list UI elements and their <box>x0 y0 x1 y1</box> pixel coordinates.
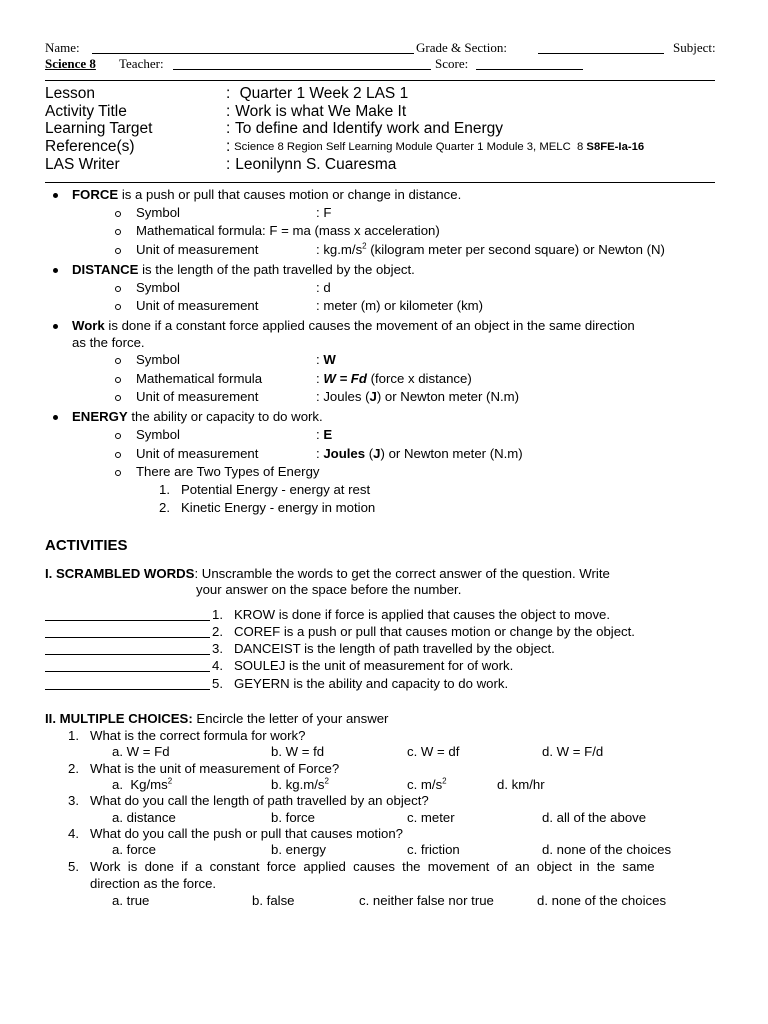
learning-target-value: To define and Identify work and Energy <box>231 120 503 137</box>
scrambled-item: DANCEIST is the length of path travelled by the object. <box>234 641 555 656</box>
work-formula-label: Mathematical formula <box>136 371 263 386</box>
choice-b[interactable]: b. $kg.m/s^2$ <box>271 776 329 792</box>
item-number: 5. <box>212 676 223 691</box>
las-writer-label: LAS Writer <box>45 156 120 173</box>
choice-b[interactable]: b. false <box>252 893 295 908</box>
teacher-blank[interactable] <box>173 69 431 70</box>
work-formula-value: : W = Fd (force x distance) <box>316 371 472 386</box>
bullet <box>53 324 58 329</box>
force-unit-value: : $kg.m/s^2$ (kilogram meter per second square) or Newton (N) <box>316 241 665 257</box>
subject-value: Science 8 <box>45 56 96 71</box>
item-number: 2. <box>212 624 223 639</box>
activity-title-sep: : <box>226 103 231 120</box>
question-number: 4. <box>68 826 79 841</box>
choice-d[interactable]: d. km/hr <box>497 777 545 792</box>
lesson-rule <box>45 182 715 183</box>
answer-blank[interactable] <box>45 654 210 655</box>
question-text: What do you call the push or pull that causes motion? <box>90 826 404 841</box>
work-definition: Work is done if a constant force applied causes the movement of an object in the same direction <box>72 318 635 333</box>
question-text: What is the unit of measurement of Force? <box>90 761 340 776</box>
force-unit-label: Unit of measurement <box>136 242 259 257</box>
question-number: 1. <box>68 728 79 743</box>
energy-symbol-label: Symbol <box>136 427 180 442</box>
distance-symbol-value: : d <box>316 280 331 295</box>
sub-bullet <box>115 470 121 476</box>
activity-title-label: Activity Title <box>45 103 127 120</box>
scrambled-item: KROW is done if force is applied that causes the object to move. <box>234 607 611 622</box>
choice-c[interactable]: c. friction <box>407 842 460 857</box>
activity-title-value: Work is what We Make It <box>231 103 407 120</box>
work-unit-label: Unit of measurement <box>136 389 259 404</box>
sub-bullet <box>115 304 121 310</box>
bullet <box>53 268 58 273</box>
sub-bullet <box>115 377 121 383</box>
distance-definition: DISTANCE is the length of the path travelled by the object. <box>72 262 415 277</box>
force-symbol-label: Symbol <box>136 205 180 220</box>
name-label: Name: <box>45 40 80 55</box>
question-number: 3. <box>68 793 79 808</box>
las-writer-sep: : <box>226 156 231 173</box>
choice-c[interactable]: c. neither false nor true <box>359 893 494 908</box>
lesson-label: Lesson <box>45 85 95 102</box>
learning-target-label: Learning Target <box>45 120 153 137</box>
sub-bullet <box>115 229 121 235</box>
question-text: What do you call the length of path travelled by an object? <box>90 793 429 808</box>
multiple-choice-instructions: II. MULTIPLE CHOICES: Encircle the letter of your answer <box>45 711 389 726</box>
force-symbol-value: : F <box>316 205 332 220</box>
energy-unit-value: : Joules (J) or Newton meter (N.m) <box>316 446 523 461</box>
choice-d[interactable]: d. all of the above <box>542 810 647 825</box>
energy-type-potential: Potential Energy - energy at rest <box>181 482 371 497</box>
bullet <box>53 415 58 420</box>
energy-type-num: 1. <box>159 482 170 497</box>
force-definition: FORCE is a push or pull that causes motion or change in distance. <box>72 187 462 202</box>
item-number: 3. <box>212 641 223 656</box>
work-symbol-label: Symbol <box>136 352 180 367</box>
energy-types-intro: There are Two Types of Energy <box>136 464 320 479</box>
score-blank[interactable] <box>476 69 583 70</box>
score-label: Score: <box>435 56 469 71</box>
choice-c[interactable]: c. $m/s^2$ <box>407 776 447 792</box>
lesson-value: Quarter 1 Week 2 LAS 1 <box>231 85 409 102</box>
sub-bullet <box>115 395 121 401</box>
las-writer-value: Leonilynn S. Cuaresma <box>231 156 397 173</box>
sub-bullet <box>115 433 121 439</box>
question-number: 2. <box>68 761 79 776</box>
lesson-sep: : <box>226 85 231 102</box>
sub-bullet <box>115 248 121 254</box>
choice-a[interactable]: a. force <box>112 842 156 857</box>
choice-c[interactable]: c. W = df <box>407 744 460 759</box>
question-text-cont: direction as the force. <box>90 876 217 891</box>
energy-symbol-value: : E <box>316 427 333 442</box>
force-formula: Mathematical formula: F = ma (mass x acceleration) <box>136 223 440 238</box>
sub-bullet <box>115 211 121 217</box>
scrambled-words-instructions: I. SCRAMBLED WORDS: Unscramble the words to get the correct answer of the question. Write <box>45 566 610 581</box>
energy-unit-label: Unit of measurement <box>136 446 259 461</box>
distance-symbol-label: Symbol <box>136 280 180 295</box>
activities-heading: ACTIVITIES <box>45 537 128 554</box>
choice-d[interactable]: d. W = F/d <box>542 744 604 759</box>
choice-b[interactable]: b. energy <box>271 842 326 857</box>
item-number: 1. <box>212 607 223 622</box>
energy-type-num: 2. <box>159 500 170 515</box>
work-unit-value: : Joules (J) or Newton meter (N.m) <box>316 389 520 404</box>
scrambled-item: SOULEJ is the unit of measurement for of work. <box>234 658 514 673</box>
question-number: 5. <box>68 859 79 874</box>
grade-section-label: Grade & Section: <box>416 40 507 55</box>
choice-a[interactable]: a. W = Fd <box>112 744 170 759</box>
choice-a[interactable]: a. $Kg/ms^2$ <box>112 776 173 792</box>
references-value: Science 8 Region Self Learning Module Quarter 1 Module 3, MELC 8 S8FE-Ia-16 <box>231 141 645 153</box>
sub-bullet <box>115 358 121 364</box>
references-label: Reference(s) <box>45 138 135 155</box>
distance-unit-value: : meter (m) or kilometer (km) <box>316 298 484 313</box>
subject-label: Subject: <box>673 40 716 55</box>
choice-a[interactable]: a. true <box>112 893 150 908</box>
sub-bullet <box>115 286 121 292</box>
answer-blank[interactable] <box>45 689 210 690</box>
sub-bullet <box>115 452 121 458</box>
bullet <box>53 193 58 198</box>
name-blank[interactable] <box>92 53 414 54</box>
energy-type-kinetic: Kinetic Energy - energy in motion <box>181 500 376 515</box>
learning-target-sep: : <box>226 120 231 137</box>
choice-d[interactable]: d. none of the choices <box>542 842 672 857</box>
scrambled-words-instructions-cont: your answer on the space before the number. <box>196 582 462 597</box>
choice-b[interactable]: b. W = fd <box>271 744 325 759</box>
work-definition-cont: as the force. <box>72 335 145 350</box>
top-rule <box>45 80 715 81</box>
question-text: Work is done if a constant force applied causes the movement of an object in the same <box>90 859 655 874</box>
teacher-label: Teacher: <box>119 56 164 71</box>
question-text: What is the correct formula for work? <box>90 728 306 743</box>
grade-section-blank[interactable] <box>538 53 664 54</box>
choice-a[interactable]: a. distance <box>112 810 176 825</box>
distance-unit-label: Unit of measurement <box>136 298 259 313</box>
item-number: 4. <box>212 658 223 673</box>
references-sep: : <box>226 138 231 155</box>
scrambled-item: GEYERN is the ability and capacity to do work. <box>234 676 509 691</box>
scrambled-item: COREF is a push or pull that causes motion or change by the object. <box>234 624 635 639</box>
choice-b[interactable]: b. force <box>271 810 315 825</box>
answer-blank[interactable] <box>45 671 210 672</box>
answer-blank[interactable] <box>45 637 210 638</box>
work-symbol-value: : W <box>316 352 336 367</box>
choice-c[interactable]: c. meter <box>407 810 455 825</box>
answer-blank[interactable] <box>45 620 210 621</box>
energy-definition: ENERGY the ability or capacity to do work. <box>72 409 323 424</box>
choice-d[interactable]: d. none of the choices <box>537 893 667 908</box>
